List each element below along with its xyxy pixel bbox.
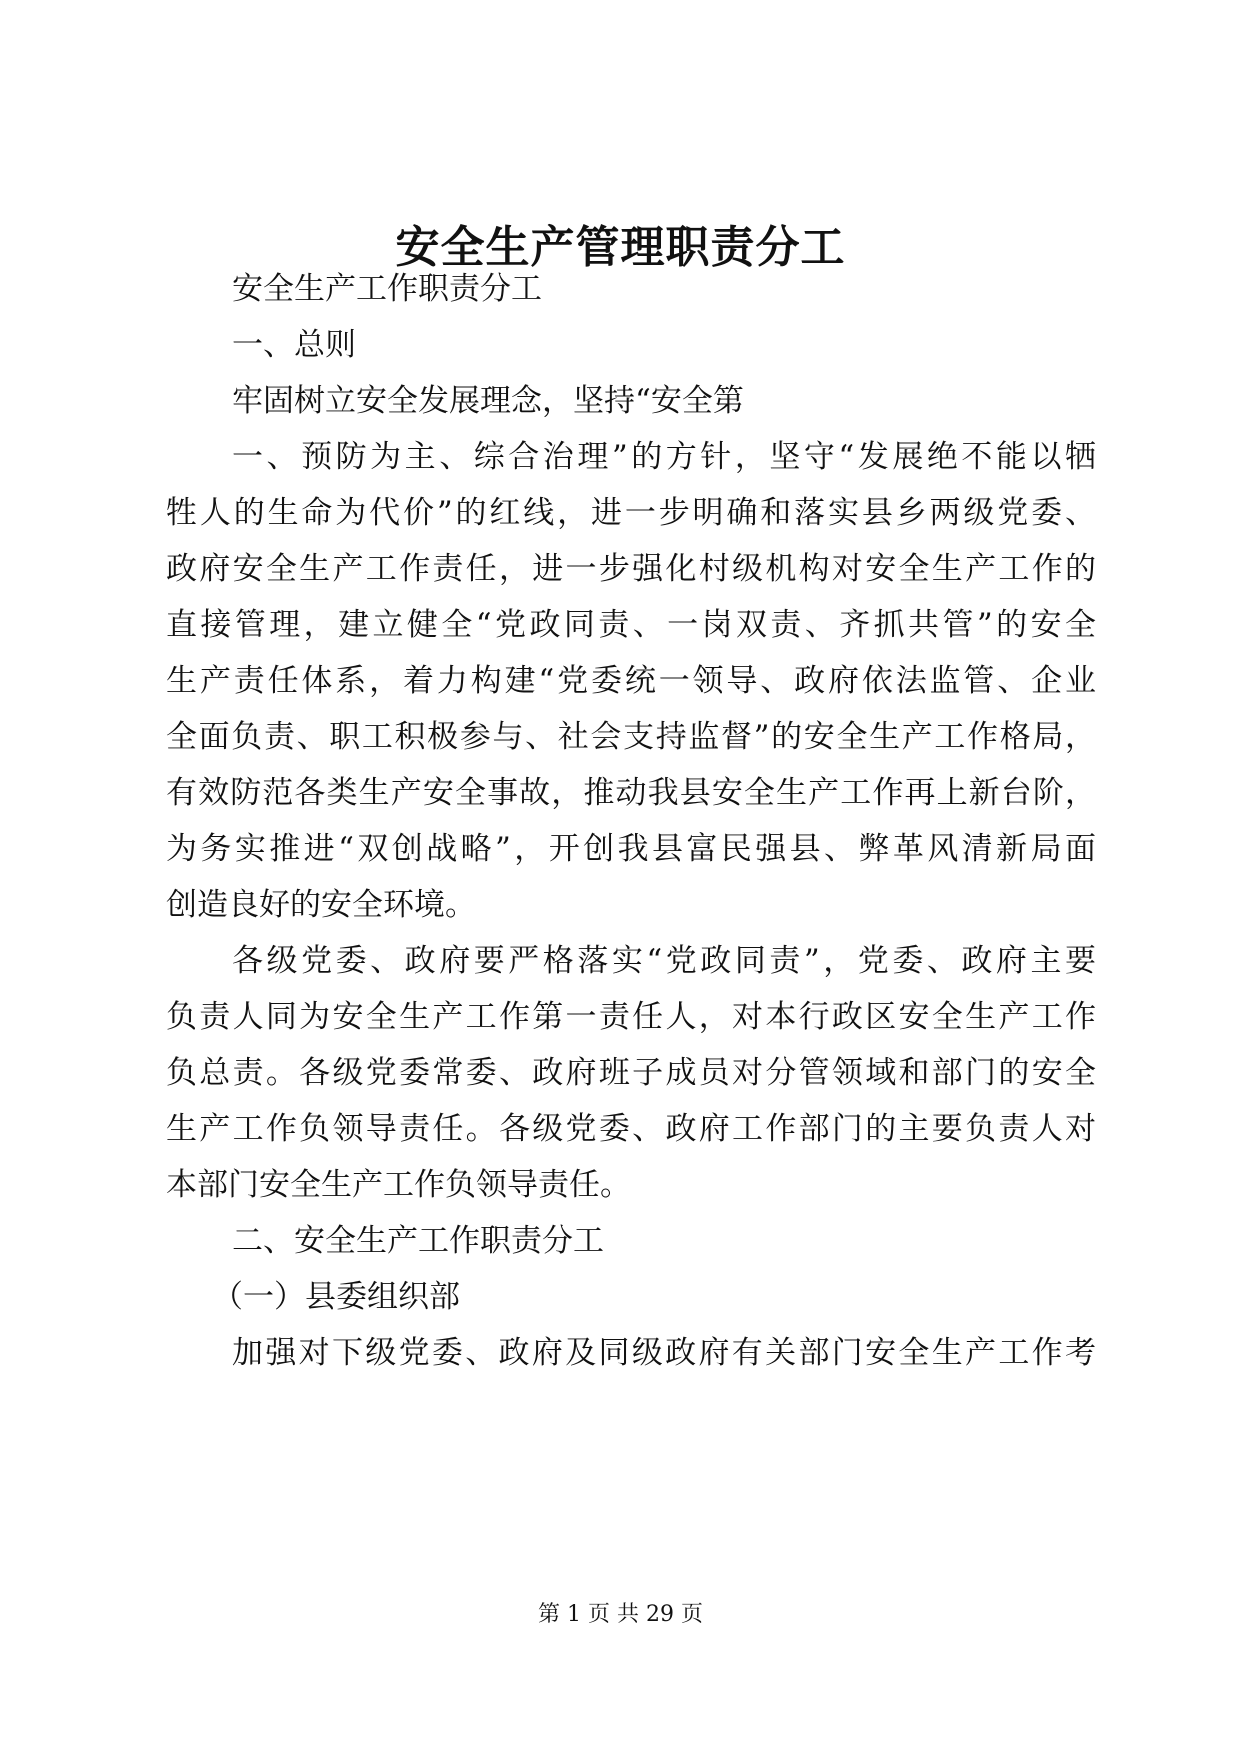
- body-line: 有效防范各类生产安全事故，推动我县安全生产工作再上新台阶，: [166, 775, 1096, 811]
- body-line: 加强对下级党委、政府及同级政府有关部门安全生产工作考: [232, 1335, 1096, 1371]
- body-line: 创造良好的安全环境。: [166, 887, 476, 923]
- body-line: 全面负责、职工积极参与、社会支持监督”的安全生产工作格局，: [166, 719, 1096, 755]
- body-line: 为务实推进“双创战略”，开创我县富民强县、弊革风清新局面: [166, 831, 1096, 867]
- document-title: 安全生产管理职责分工: [395, 222, 846, 273]
- body-line: 生产责任体系，着力构建“党委统一领导、政府依法监管、企业: [166, 663, 1096, 699]
- body-line: 负责人同为安全生产工作第一责任人，对本行政区安全生产工作: [166, 999, 1096, 1035]
- section-heading: 一、总则: [232, 327, 356, 363]
- body-line: 直接管理，建立健全“党政同责、一岗双责、齐抓共管”的安全: [166, 607, 1096, 643]
- body-line: 政府安全生产工作责任，进一步强化村级机构对安全生产工作的: [166, 551, 1096, 587]
- subtitle-line: 安全生产工作职责分工: [232, 271, 542, 307]
- body-line: 负总责。各级党委常委、政府班子成员对分管领域和部门的安全: [166, 1055, 1096, 1091]
- body-line: 牢固树立安全发展理念，坚持“安全第: [232, 383, 744, 419]
- body-line: 各级党委、政府要严格落实“党政同责”，党委、政府主要: [232, 943, 1096, 979]
- page-number-footer: 第 1 页 共 29 页: [538, 1602, 703, 1627]
- subsection-heading: （一）县委组织部: [212, 1279, 460, 1315]
- body-line: 本部门安全生产工作负领导责任。: [166, 1167, 631, 1203]
- body-line: 牲人的生命为代价”的红线，进一步明确和落实县乡两级党委、: [166, 495, 1096, 531]
- section-heading: 二、安全生产工作职责分工: [232, 1223, 604, 1259]
- body-line: 一、预防为主、综合治理”的方针，坚守“发展绝不能以牺: [232, 439, 1096, 475]
- body-line: 生产工作负领导责任。各级党委、政府工作部门的主要负责人对: [166, 1111, 1096, 1147]
